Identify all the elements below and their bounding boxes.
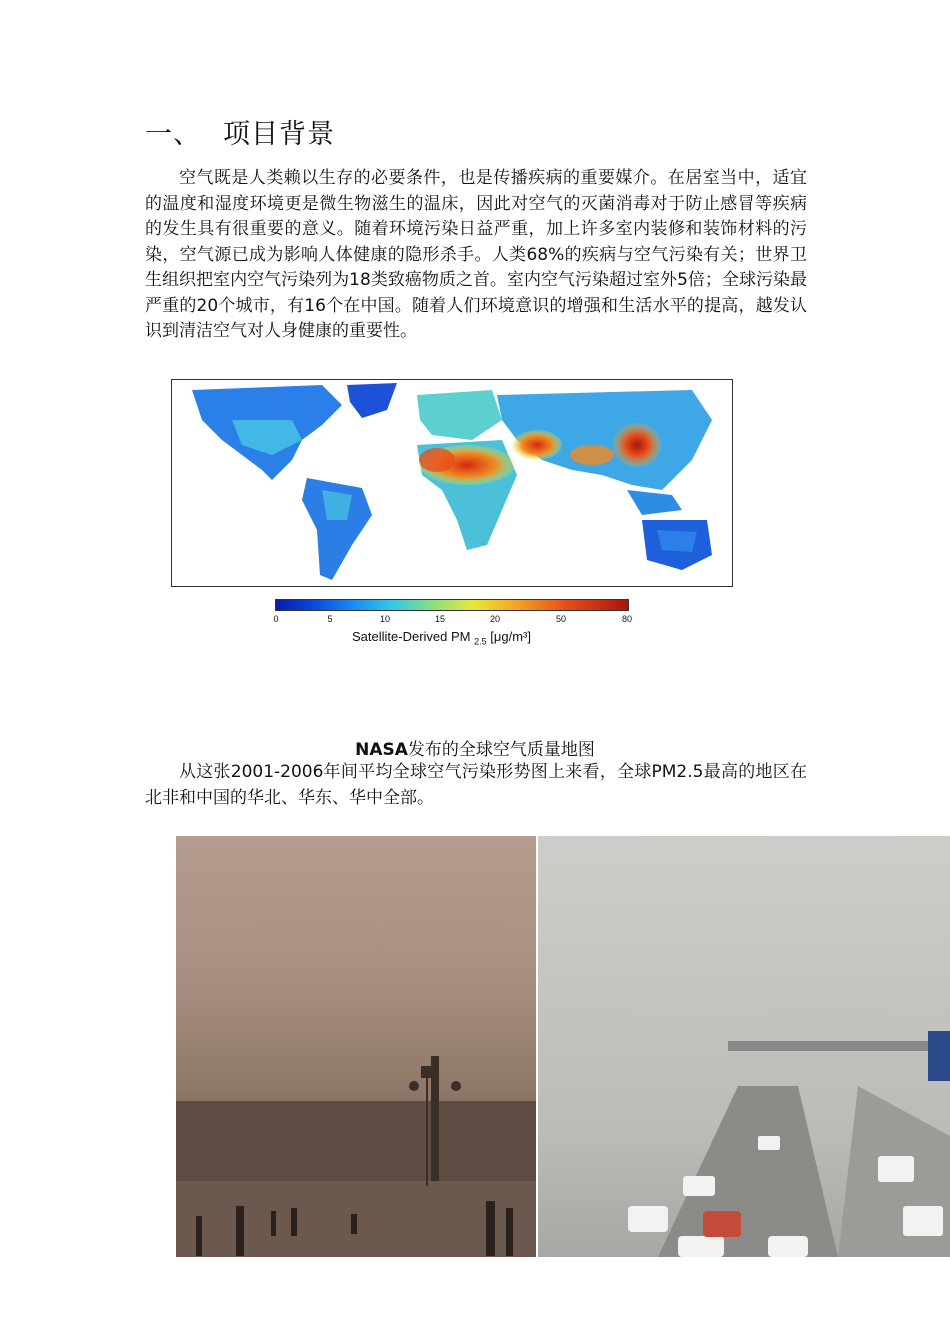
greenland-region xyxy=(347,383,397,418)
colorbar-tick: 20 xyxy=(489,614,501,624)
smog-square-photo xyxy=(176,836,536,1257)
colorbar-label-unit: [μg/m³] xyxy=(486,629,531,644)
colorbar-tick: 10 xyxy=(379,614,391,624)
colorbar-tick: 15 xyxy=(434,614,446,624)
intro-paragraph: 空气既是人类赖以生存的必要条件，也是传播疾病的重要媒介。在居室当中，适宜的温度和湿度环境更是微生物滋生的温床，因此对空气的灭菌消毒对于防止感冒等疾病的发生具有很重要的意义。随着环境污染日益严重，加上许多室内装修和装饰材料的污染，空气源已成为影响人体健康的隐形杀手。人类68%的疾病与空气污染有关；世界卫生组织把室内空气污染列为18类致癌物质之首。室内空气污染超过室外5倍；全球污染最严重的20个城市，有16个在中国。随着人们环境意识的增强和生活水平的提高，越发认识到清洁空气对人身健康的重要性。 xyxy=(145,168,807,341)
smog-road-photo xyxy=(538,836,950,1257)
caption-bold: NASA xyxy=(355,740,408,760)
colorbar-tick: 80 xyxy=(621,614,633,624)
world-pm25-map xyxy=(171,379,733,587)
map-caption xyxy=(0,735,950,760)
section-title: 项目背景 xyxy=(223,119,335,150)
colorbar-label xyxy=(352,629,531,647)
section-number: 一、 xyxy=(145,119,201,150)
pm25-colorbar xyxy=(275,599,629,611)
analysis-paragraph: 从这张2001-2006年间平均全球空气污染形势图上来看，全球PM2.5最高的地区在北非和中国的华北、华东、华中全部。 xyxy=(145,762,807,808)
europe-region xyxy=(417,390,502,440)
colorbar-tick: 5 xyxy=(327,614,333,624)
world-map-graphic xyxy=(172,380,732,586)
colorbar-tick: 0 xyxy=(273,614,279,624)
colorbar-label-main: Satellite-Derived PM xyxy=(352,629,471,644)
caption-text: 发布的全球空气质量地图 xyxy=(407,740,595,760)
section-heading xyxy=(145,112,335,151)
colorbar-tick: 50 xyxy=(555,614,567,624)
colorbar-label-sub: 2.5 xyxy=(474,636,487,647)
